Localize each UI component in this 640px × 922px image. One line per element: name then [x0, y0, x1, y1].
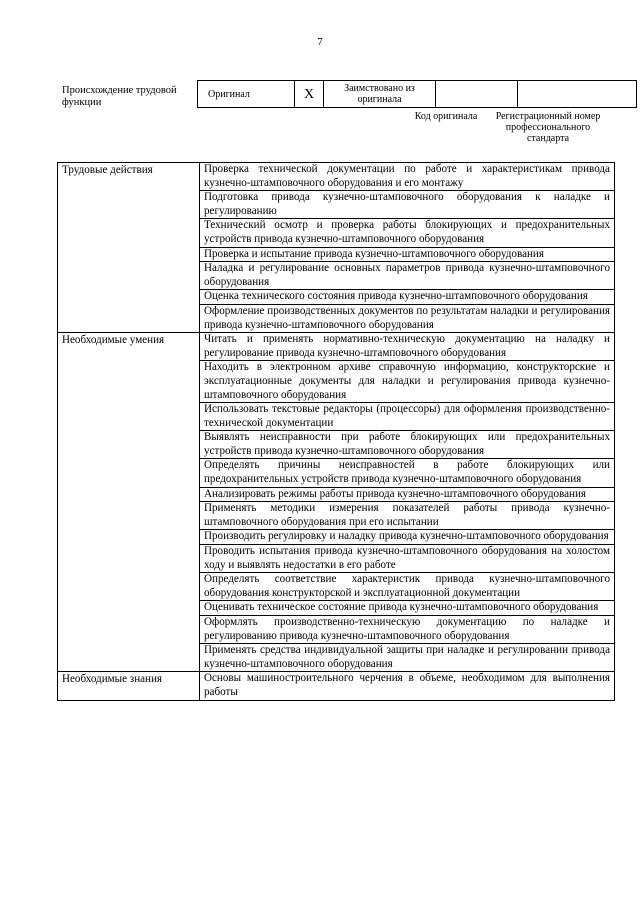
table-row	[58, 333, 615, 361]
table-row	[58, 163, 615, 191]
section-item: Подготовка привода кузнечно-штамповочного оборудования к наладке и регулированию	[200, 191, 615, 219]
borrowed-label: Заимствовано из оригинала	[324, 81, 436, 108]
section-item: Оценка технического состояния привода кузнечно-штамповочного оборудования	[200, 290, 615, 305]
section-item: Проверка технической документации по работе и характеристикам привода кузнечно-штамповочного оборудования и его монтажу	[200, 163, 615, 191]
section-item: Применять средства индивидуальной защиты при наладке и регулировании привода кузнечно-штамповочного оборудования	[200, 644, 615, 672]
section-item: Определять соответствие характеристик привода кузнечно-штамповочного оборудования конструкторской и эксплуатационной документации	[200, 573, 615, 601]
section-item: Проводить испытания привода кузнечно-штамповочного оборудования на холостом ходу и выявлять недостатки в его работе	[200, 545, 615, 573]
section-item: Выявлять неисправности при работе блокирующих или предохранительных устройств привода кузнечно-штамповочного оборудования	[200, 431, 615, 459]
section-item: Анализировать режимы работы привода кузнечно-штамповочного оборудования	[200, 487, 615, 502]
original-code-caption: Код оригинала	[414, 111, 478, 122]
section-item: Читать и применять нормативно-техническую документацию на наладку и регулирование привода кузнечно-штамповочного оборудования	[200, 333, 615, 361]
origin-table	[197, 80, 637, 108]
original-label: Оригинал	[208, 88, 250, 100]
section-item: Оформление производственных документов по результатам наладки и регулирования привода кузнечно-штамповочного оборудования	[200, 304, 615, 332]
table-row	[58, 672, 615, 700]
section-item: Оценивать техническое состояние привода кузнечно-штамповочного оборудования	[200, 601, 615, 616]
section-item: Производить регулировку и наладку привода кузнечно-штамповочного оборудования	[200, 530, 615, 545]
registration-number-caption: Регистрационный номер профессионального стандарта	[495, 111, 601, 144]
section-item: Находить в электронном архиве справочную информацию, конструкторские и эксплуатационные документы для наладки и регулирования привода кузнечно-штамповочного оборудования	[200, 361, 615, 403]
section-item: Оформлять производственно-техническую документацию по наладке и регулированию привода кузнечно-штамповочного оборудования	[200, 616, 615, 644]
section-title: Необходимые знания	[58, 672, 200, 700]
code-cell	[436, 81, 518, 108]
section-item: Применять методики измерения показателей работы привода кузнечно-штамповочного оборудования при его испытании	[200, 502, 615, 530]
section-title: Необходимые умения	[58, 333, 200, 672]
original-mark: X	[295, 81, 324, 108]
section-item: Технический осмотр и проверка работы блокирующих и предохранительных устройств привода кузнечно-штамповочного оборудования	[200, 219, 615, 247]
section-title: Трудовые действия	[58, 163, 200, 333]
labor-function-table	[57, 162, 615, 922]
section-item: Определять причины неисправностей в работе блокирующих или предохранительных устройств привода кузнечно-штамповочного оборудования	[200, 459, 615, 487]
section-item: Наладка и регулирование основных параметров привода кузнечно-штамповочного оборудования	[200, 262, 615, 290]
origin-label: Происхождение трудовой функции	[62, 85, 177, 108]
page-number: 7	[317, 36, 323, 48]
registration-cell	[518, 81, 637, 108]
section-item: Проверка и испытание привода кузнечно-штамповочного оборудования	[200, 247, 615, 262]
original-cell	[198, 81, 295, 108]
section-item: Использовать текстовые редакторы (процессоры) для оформления производственно-технической документации	[200, 403, 615, 431]
section-item: Основы машиностроительного черчения в объеме, необходимом для выполнения работы	[200, 672, 615, 700]
